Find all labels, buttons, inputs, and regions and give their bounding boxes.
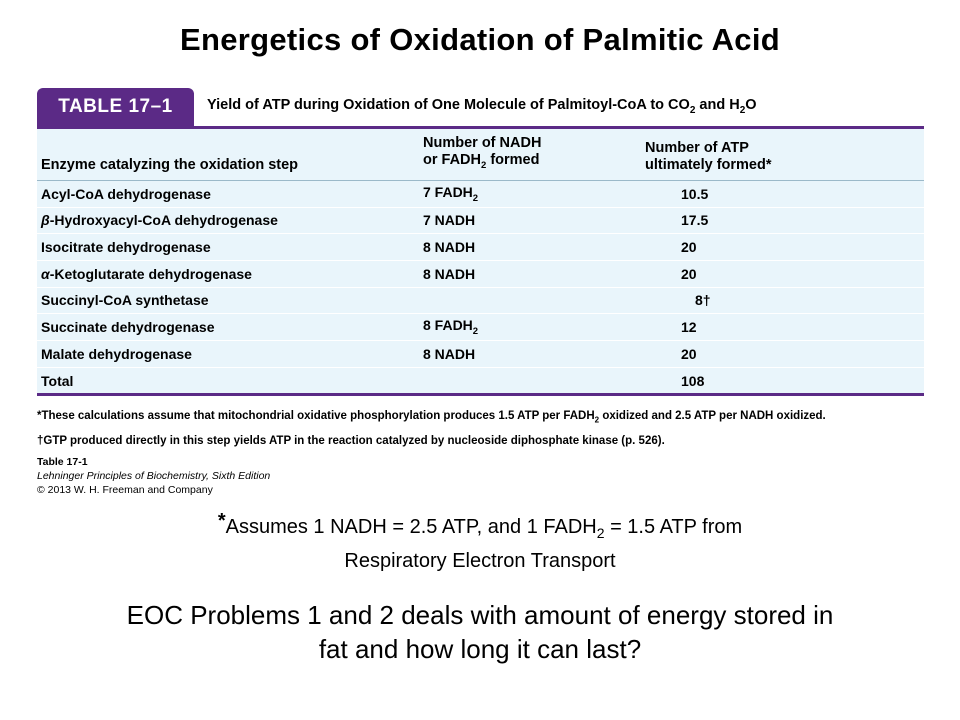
nadh-cell	[419, 367, 641, 393]
eoc-problems-note	[0, 598, 960, 666]
table-total-row	[37, 367, 924, 393]
nadh-cell: 7 NADH	[419, 207, 641, 234]
nadh-cell	[419, 287, 641, 314]
header-enzyme: Enzyme catalyzing the oxidation step	[37, 129, 419, 180]
assumption-line-2: Respiratory Electron Transport	[344, 550, 616, 572]
table-row	[37, 260, 924, 287]
footnote-dagger: †GTP produced directly in this step yields ATP in the reaction catalyzed by nucleoside diphosphate kinase (p. 526).	[37, 435, 665, 448]
eoc-line-2: fat and how long it can last?	[318, 634, 642, 664]
table-row	[37, 314, 924, 341]
table-footnotes	[37, 410, 924, 458]
eoc-line-1: EOC Problems 1 and 2 deals with amount of energy stored in	[126, 600, 834, 630]
data-table	[37, 129, 924, 393]
total-label-cell: Total	[41, 372, 74, 389]
table-number-tab: TABLE 17–1	[37, 88, 194, 126]
header-atp: Number of ATP ultimately formed*	[641, 129, 924, 180]
nadh-cell: 8 NADH	[419, 341, 641, 368]
enzyme-cell: Acyl-CoA dehydrogenase	[37, 180, 419, 207]
atp-cell: 20	[641, 260, 924, 287]
table-row	[37, 234, 924, 261]
table-caption: Yield of ATP during Oxidation of One Molecule of Palmitoyl-CoA to $CO_2$ and $H_2O$	[207, 97, 757, 116]
table-header-row	[37, 129, 924, 180]
nadh-cell: 8 NADH	[419, 234, 641, 261]
enzyme-cell: Succinate dehydrogenase	[37, 314, 419, 341]
enzyme-cell: Malate dehydrogenase	[37, 341, 419, 368]
atp-cell: 20	[641, 234, 924, 261]
enzyme-cell: Isocitrate dehydrogenase	[37, 234, 419, 261]
enzyme-cell: Succinyl-CoA synthetase	[37, 287, 419, 314]
atp-cell: 10.5	[641, 180, 924, 207]
atp-yield-table	[37, 88, 924, 396]
enzyme-cell: β-Hydroxyacyl-CoA dehydrogenase	[37, 207, 419, 234]
assumption-line-1: *Assumes 1 NADH = 2.5 ATP, and 1 $FADH_2 = 1.5$ ATP from	[217, 510, 743, 541]
atp-cell: 17.5	[641, 207, 924, 234]
footnote-asterisk: *These calculations assume that mitochondrial oxidative phosphorylation produces 1.5 ATP per $FADH_2$ oxidized and 2.5 ATP per NADH oxidized.	[37, 410, 826, 425]
slide-title: Energetics of Oxidation of Palmitic Acid	[180, 22, 780, 57]
nadh-cell: 8 $FADH_2$	[419, 314, 641, 341]
atp-cell: 20	[641, 341, 924, 368]
nadh-cell: 8 NADH	[419, 260, 641, 287]
assumption-note	[0, 507, 960, 575]
table-row	[37, 207, 924, 234]
total-atp-cell: 108	[681, 372, 705, 389]
enzyme-cell: α-Ketoglutarate dehydrogenase	[37, 260, 419, 287]
atp-cell: 8†	[641, 287, 924, 314]
table-header-bar	[37, 88, 924, 129]
table-row	[37, 287, 924, 314]
header-nadh: Number of NADH or $FADH_2$ formed	[419, 129, 641, 180]
table-row	[37, 341, 924, 368]
table-row	[37, 180, 924, 207]
table-source	[37, 455, 270, 497]
atp-cell: 12	[641, 314, 924, 341]
nadh-cell: 7 $FADH_2$	[419, 180, 641, 207]
source-copyright: © 2013 W. H. Freeman and Company	[37, 484, 213, 496]
source-table-label: Table 17-1	[37, 456, 88, 468]
source-book: Lehninger Principles of Biochemistry, Sixth Edition	[37, 470, 271, 482]
table-bottom-rule	[37, 393, 924, 396]
